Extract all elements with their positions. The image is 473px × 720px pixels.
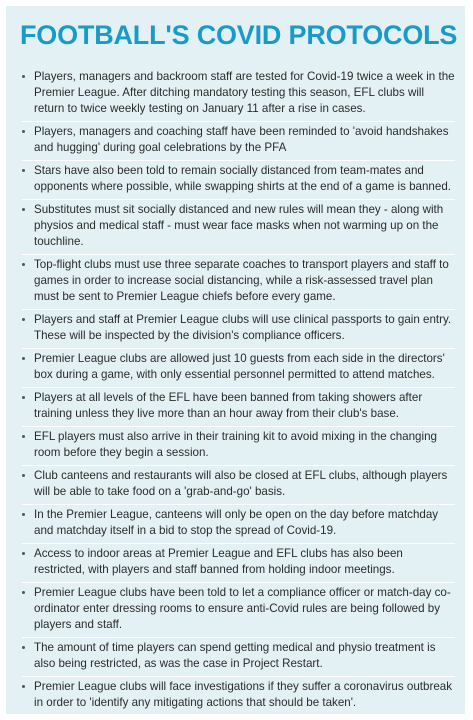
bullet-icon bbox=[22, 130, 25, 133]
bullet-icon bbox=[22, 396, 25, 399]
list-item bbox=[22, 467, 455, 505]
bullet-icon bbox=[22, 263, 25, 266]
list-item-text: EFL players must also arrive in their training kit to avoid mixing in the changing room before they begin a session. bbox=[34, 430, 437, 459]
list-item-text: Premier League clubs have been told to let a compliance officer or match-day co-ordinator enter dressing rooms to ensure anti-Covid rules are being followed by players and staff. bbox=[34, 586, 451, 631]
list-item bbox=[22, 256, 455, 310]
bullet-icon bbox=[22, 685, 25, 688]
list-item-text: Substitutes must sit socially distanced and new rules will mean they - along with physios and medical staff - must wear face masks when not warming up on the touchline. bbox=[34, 203, 444, 248]
list-item-text: In the Premier League, canteens will only be open on the day before matchday and matchday itself in a bid to stop the spread of Covid-19. bbox=[34, 508, 439, 537]
list-item-text: Stars have also been told to remain socially distanced from team-mates and opponents where possible, while swapping shirts at the end of a game is banned. bbox=[34, 164, 451, 193]
list-item bbox=[22, 506, 455, 544]
protocol-list bbox=[6, 58, 465, 715]
bullet-icon bbox=[22, 357, 25, 360]
list-item bbox=[22, 162, 455, 200]
bullet-icon bbox=[22, 169, 25, 172]
bullet-icon bbox=[22, 474, 25, 477]
list-item bbox=[22, 545, 455, 583]
list-item-text: Club canteens and restaurants will also be closed at EFL clubs, although players will be able to take food on a 'grab-and-go' basis. bbox=[34, 469, 448, 498]
list-item bbox=[22, 584, 455, 638]
bullet-icon bbox=[22, 552, 25, 555]
list-item bbox=[22, 389, 455, 427]
bullet-icon bbox=[22, 646, 25, 649]
list-item bbox=[22, 678, 455, 715]
list-item-text: Players, managers and backroom staff are tested for Covid-19 twice a week in the Premier League. After ditching mandatory testing this season, EFL clubs will return to twice weekly testing on January 11 after a rise in cases. bbox=[34, 70, 455, 115]
list-item bbox=[22, 201, 455, 255]
bullet-icon bbox=[22, 513, 25, 516]
bullet-icon bbox=[22, 591, 25, 594]
page-title: FOOTBALL'S COVID PROTOCOLS bbox=[20, 20, 458, 50]
list-item bbox=[22, 68, 455, 122]
list-item-text: Players, managers and coaching staff have been reminded to 'avoid handshakes and hugging' during goal celebrations by the PFA bbox=[34, 125, 449, 154]
list-item-text: Access to indoor areas at Premier League and EFL clubs has also been restricted, with players and staff banned from holding indoor meetings. bbox=[34, 547, 403, 576]
list-item bbox=[22, 428, 455, 466]
bullet-icon bbox=[22, 208, 25, 211]
bullet-icon bbox=[22, 75, 25, 78]
list-item bbox=[22, 639, 455, 677]
list-item-text: Players and staff at Premier League clubs will use clinical passports to gain entry. These will be inspected by the division's compliance officers. bbox=[34, 313, 452, 342]
list-item-text: Players at all levels of the EFL have been banned from taking showers after training unless they live more than an hour away from their club's base. bbox=[34, 391, 423, 420]
list-item bbox=[22, 350, 455, 388]
list-item bbox=[22, 123, 455, 161]
list-item-text: Premier League clubs will face investigations if they suffer a coronavirus outbreak in order to 'identify any mitigating actions that should be taken'. bbox=[34, 680, 453, 709]
list-item bbox=[22, 311, 455, 349]
list-item-text: Premier League clubs are allowed just 10 guests from each side in the directors' box during a game, with only essential personnel permitted to attend matches. bbox=[34, 352, 445, 381]
list-item-text: Top-flight clubs must use three separate coaches to transport players and staff to games in order to increase social distancing, while a risk-assessed travel plan must be sent to Premier League chiefs before every game. bbox=[34, 258, 449, 303]
protocols-panel bbox=[6, 6, 465, 714]
list-item-text: The amount of time players can spend getting medical and physio treatment is also being restricted, as was the case in Project Restart. bbox=[34, 641, 436, 670]
bullet-icon bbox=[22, 435, 25, 438]
bullet-icon bbox=[22, 318, 25, 321]
